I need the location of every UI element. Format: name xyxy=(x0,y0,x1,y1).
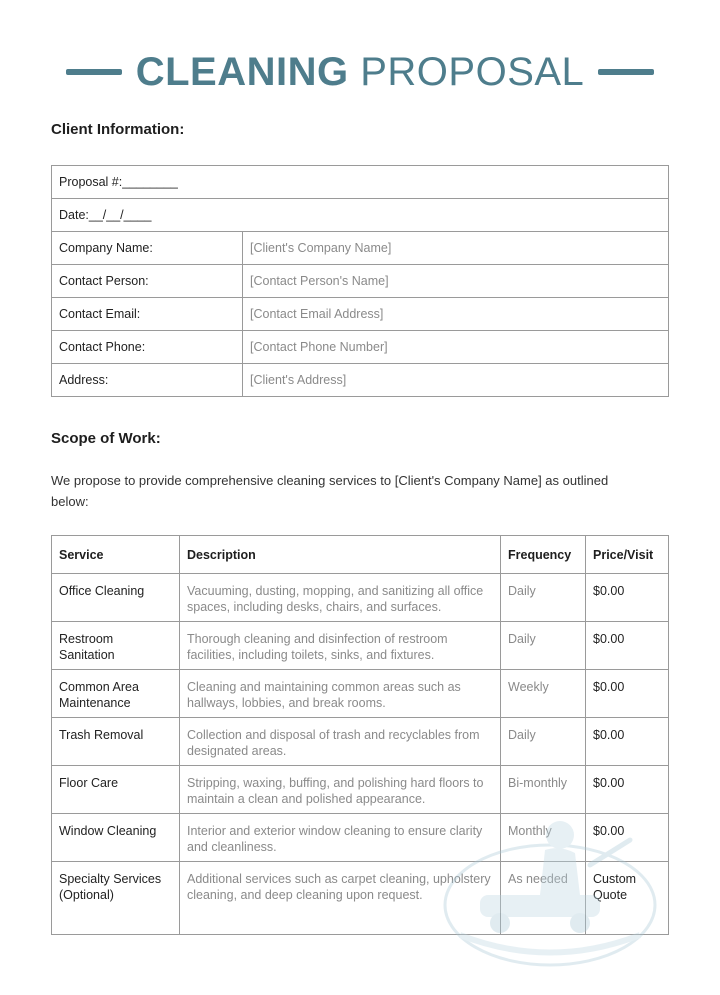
company-name-label: Company Name: xyxy=(52,232,243,265)
column-header-frequency: Frequency xyxy=(501,536,586,574)
service-cell: Restroom Sanitation xyxy=(52,622,180,670)
price-cell: Custom Quote xyxy=(586,862,669,935)
frequency-cell: Monthly xyxy=(501,814,586,862)
description-cell: Interior and exterior window cleaning to ensure clarity and cleanliness. xyxy=(180,814,501,862)
cleaner-watermark-icon xyxy=(440,795,660,970)
title-right-bar xyxy=(598,69,654,75)
column-header-price: Price/Visit xyxy=(586,536,669,574)
price-cell: $0.00 xyxy=(586,718,669,766)
description-cell: Cleaning and maintaining common areas such as hallways, lobbies, and break rooms. xyxy=(180,670,501,718)
services-header-row xyxy=(52,536,669,574)
table-row xyxy=(52,670,669,718)
service-cell: Floor Care xyxy=(52,766,180,814)
contact-email-label: Contact Email: xyxy=(52,298,243,331)
contact-email-field[interactable]: [Contact Email Address] xyxy=(243,298,669,331)
table-row xyxy=(52,622,669,670)
service-cell: Window Cleaning xyxy=(52,814,180,862)
address-row xyxy=(52,364,669,397)
title-left-bar xyxy=(66,69,122,75)
table-row xyxy=(52,574,669,622)
address-field[interactable]: [Client's Address] xyxy=(243,364,669,397)
contact-person-row xyxy=(52,265,669,298)
service-cell: Specialty Services (Optional) xyxy=(52,862,180,935)
description-cell: Collection and disposal of trash and recyclables from designated areas. xyxy=(180,718,501,766)
description-cell: Thorough cleaning and disinfection of restroom facilities, including toilets, sinks, and fixtures. xyxy=(180,622,501,670)
frequency-cell: Weekly xyxy=(501,670,586,718)
contact-phone-field[interactable]: [Contact Phone Number] xyxy=(243,331,669,364)
date-row xyxy=(52,199,669,232)
description-cell: Additional services such as carpet cleaning, upholstery cleaning, and deep cleaning upon request. xyxy=(180,862,501,935)
title-text xyxy=(136,48,585,96)
frequency-cell: Daily xyxy=(501,574,586,622)
service-cell: Office Cleaning xyxy=(52,574,180,622)
contact-email-row xyxy=(52,298,669,331)
service-cell: Trash Removal xyxy=(52,718,180,766)
document-title xyxy=(0,48,720,96)
contact-phone-row xyxy=(52,331,669,364)
description-cell: Vacuuming, dusting, mopping, and sanitizing all office spaces, including desks, chairs, and surfaces. xyxy=(180,574,501,622)
company-name-field[interactable]: [Client's Company Name] xyxy=(243,232,669,265)
frequency-cell: Daily xyxy=(501,622,586,670)
price-cell: $0.00 xyxy=(586,670,669,718)
company-name-row xyxy=(52,232,669,265)
description-cell: Stripping, waxing, buffing, and polishing hard floors to maintain a clean and polished appearance. xyxy=(180,766,501,814)
title-bold-word: CLEANING xyxy=(135,50,349,94)
contact-person-field[interactable]: [Contact Person's Name] xyxy=(243,265,669,298)
price-cell: $0.00 xyxy=(586,574,669,622)
service-cell: Common Area Maintenance xyxy=(52,670,180,718)
frequency-cell: Daily xyxy=(501,718,586,766)
price-cell: $0.00 xyxy=(586,622,669,670)
date-field[interactable]: Date:__/__/____ xyxy=(52,199,669,232)
client-info-table xyxy=(51,165,669,397)
title-light-word: PROPOSAL xyxy=(360,50,585,94)
client-info-heading: Client Information: xyxy=(51,121,185,138)
price-cell: $0.00 xyxy=(586,766,669,814)
column-header-description: Description xyxy=(180,536,501,574)
contact-phone-label: Contact Phone: xyxy=(52,331,243,364)
address-label: Address: xyxy=(52,364,243,397)
scope-of-work-heading: Scope of Work: xyxy=(51,430,161,447)
contact-person-label: Contact Person: xyxy=(52,265,243,298)
column-header-service: Service xyxy=(52,536,180,574)
frequency-cell: As needed xyxy=(501,862,586,935)
price-cell: $0.00 xyxy=(586,814,669,862)
scope-intro-text: We propose to provide comprehensive cleaning services to [Client's Company Name] as outlined below: xyxy=(51,473,609,509)
proposal-number-field[interactable]: Proposal #:________ xyxy=(52,166,669,199)
proposal-number-row xyxy=(52,166,669,199)
frequency-cell: Bi-monthly xyxy=(501,766,586,814)
table-row xyxy=(52,718,669,766)
